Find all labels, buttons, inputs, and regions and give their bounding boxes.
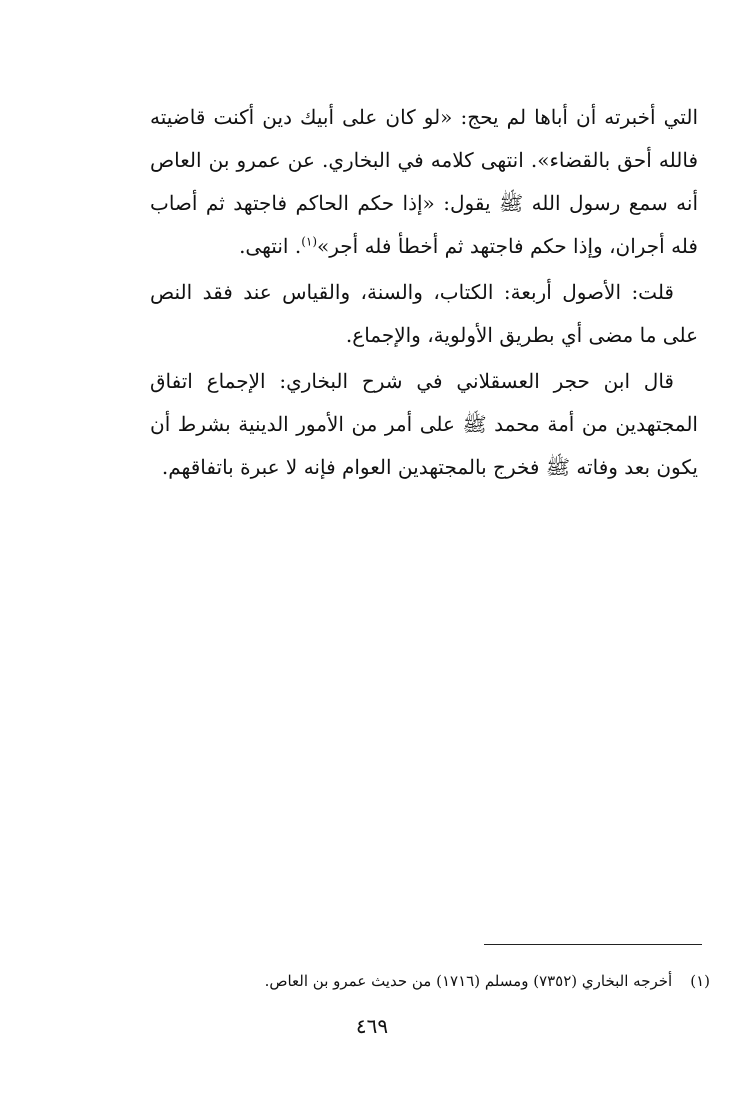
paragraph-hadith-text: التي أخبرته أن أباها لم يحج: «لو كان على أبيك دين أكنت قاضيته فالله أحق بالقضاء». انتهى كلامه في البخاري. عن عمرو بن العاص أنه سمع رسول الله ﷺ يقول: «إذا حكم الحاكم فاجتهد ثم أصاب فله أجران، وإذا حكم فاجتهد ثم أخطأ فله أجر» <box>150 105 698 258</box>
footnote-reference-marker[interactable]: (١) <box>301 234 318 249</box>
main-text-block <box>150 96 698 492</box>
paragraph-hadith-ending: . انتهى. <box>239 234 302 258</box>
footnote-marker: (١) <box>690 972 710 990</box>
paragraph-ijma: قال ابن حجر العسقلاني في شرح البخاري: الإجماع اتفاق المجتهدين من أمة محمد ﷺ على أمر من الأمور الدينية بشرط أن يكون بعد وفاته ﷺ فخرج بالمجتهدين العوام فإنه لا عبرة باتفاقهم. <box>150 369 698 479</box>
paragraph-hadith <box>150 96 698 268</box>
page-number: ٤٦٩ <box>355 1014 389 1038</box>
footnote-text: أخرجه البخاري (٧٣٥٢) ومسلم (١٧١٦) من حديث عمرو بن العاص. <box>264 972 673 990</box>
footnote-divider <box>484 944 702 945</box>
footnote <box>200 968 710 994</box>
paragraph-usul: قلت: الأصول أربعة: الكتاب، والسنة، والقياس عند فقد النص على ما مضى أي بطريق الأولوية، والإجماع. <box>150 280 698 347</box>
